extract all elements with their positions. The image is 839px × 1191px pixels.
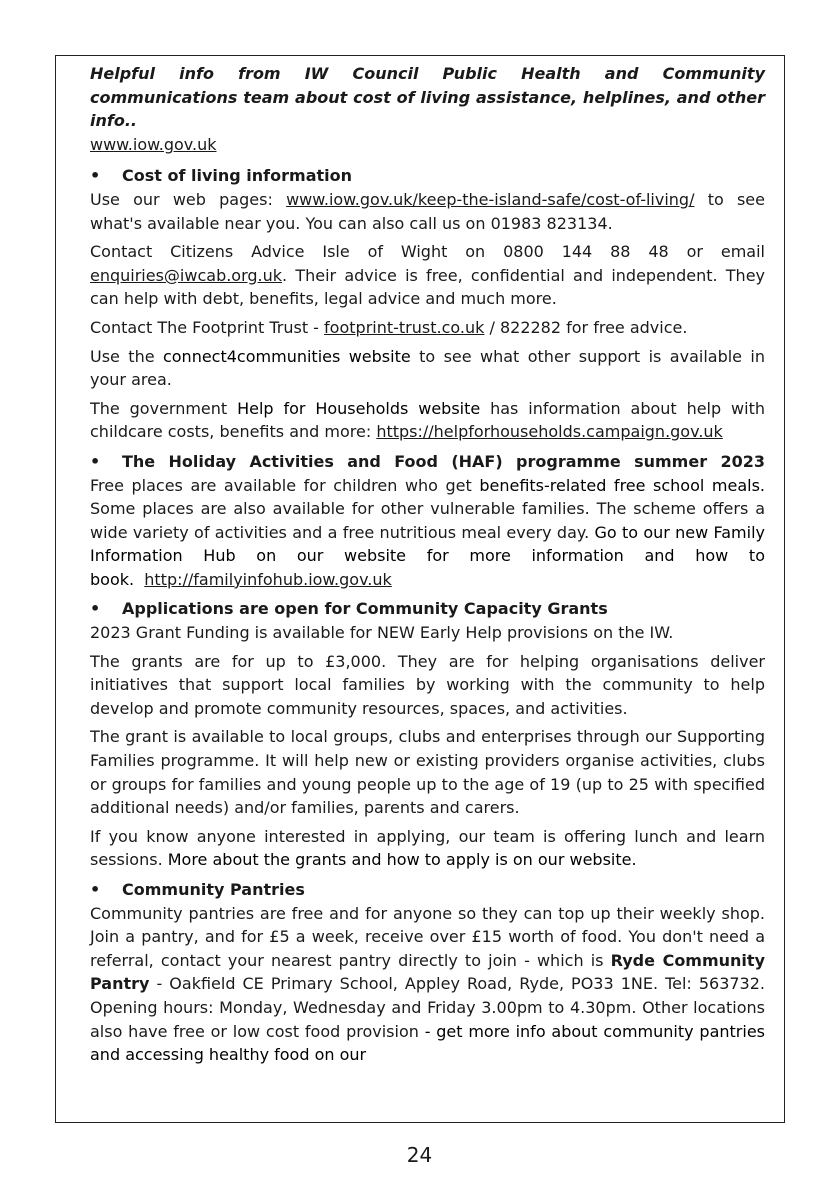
content-frame xyxy=(55,55,785,1123)
bullet-icon: • xyxy=(90,880,101,899)
intro-headline: Helpful info from IW Council Public Health and Community communications team about cost of living assistance, helplines, and other info.. xyxy=(90,64,765,131)
grants-heading xyxy=(90,597,765,621)
cost-of-living-link[interactable]: www.iow.gov.uk/keep-the-island-safe/cost-of-living/ xyxy=(286,189,695,209)
citizens-advice-email-link[interactable]: enquiries@iwcab.org.uk xyxy=(90,265,283,285)
family-info-hub-link-text[interactable]: Go to our new Family Information Hub on our website for more information and how to book. xyxy=(90,522,766,589)
intro-url-paragraph xyxy=(90,133,765,157)
ryde-pantry-name: Ryde Community Pantry xyxy=(90,950,765,994)
pantries-paragraph: Community pantries are free and for anyone so they can top up their weekly shop. Join a pantry, and for £5 a week, receive over £15 worth of food. You don't need a referral, contact your nearest pantry directly to join - which is Ryde Community Pantry - Oakfield CE Primary School, Appley Road, Ryde, PO33 1NE. Tel: 563732. Opening hours: Monday, Wednesday and Friday 3.00pm to 4.30pm. Other locations also have free or low cost food provision - get more info about community pantries and accessing healthy food on our xyxy=(90,903,765,1065)
footprint-trust-paragraph: Contact The Footprint Trust - footprint-trust.co.uk / 822282 for free advice. xyxy=(90,317,688,337)
connect4communities-paragraph: Use the connect4communities website to see what other support is available in your area. xyxy=(90,346,766,390)
pantries-heading-text: Community Pantries xyxy=(122,880,305,899)
grants-more-info-link-text[interactable]: More about the grants and how to apply is on our website. xyxy=(167,850,637,870)
free-school-meals-link-text[interactable]: benefits-related free school meals. xyxy=(479,475,765,495)
connect4communities-link-text[interactable]: connect4communities website xyxy=(162,346,411,366)
cost-of-living-web-pages: Use our web pages: www.iow.gov.uk/keep-the-island-safe/cost-of-living/ to see what's available near you. You can also call us on 01983 823134. xyxy=(90,189,765,233)
haf-heading-text: The Holiday Activities and Food (HAF) programme summer 2023 xyxy=(122,451,765,471)
pantries-more-info-link-text[interactable]: - get more info about community pantries and accessing healthy food on our xyxy=(90,1021,765,1065)
pantries-heading xyxy=(90,878,765,902)
family-info-hub-link[interactable]: http://familyinfohub.iow.gov.uk xyxy=(144,569,392,589)
footprint-trust-link[interactable]: footprint-trust.co.uk xyxy=(324,317,485,337)
cost-of-living-heading xyxy=(90,164,765,188)
bullet-icon: • xyxy=(90,599,101,619)
cost-of-living-heading-text: Cost of living information xyxy=(122,166,352,186)
grants-eligibility-paragraph: The grant is available to local groups, clubs and enterprises through our Supporting Families programme. It will help new or existing providers organise activities, clubs or groups for families and young people up to the age of 19 (up to 25 with specified additional needs) and/or families, parents and carers. xyxy=(90,727,765,818)
grants-amount-paragraph: The grants are for up to £3,000. They are for helping organisations deliver initiatives that support local families by working with the community to help develop and promote community resources, spaces, and activities. xyxy=(90,651,765,718)
page-number: 24 xyxy=(406,1143,433,1167)
grants-funding-paragraph: 2023 Grant Funding is available for NEW Early Help provisions on the IW. xyxy=(90,623,674,643)
iow-website-link[interactable]: www.iow.gov.uk xyxy=(90,134,217,154)
bullet-icon: • xyxy=(90,166,101,186)
grants-sessions-paragraph: If you know anyone interested in applying, our team is offering lunch and learn sessions. More about the grants and how to apply is on our website. xyxy=(90,826,765,870)
page-content xyxy=(90,62,765,1072)
grants-heading-text: Applications are open for Community Capacity Grants xyxy=(122,599,608,619)
haf-paragraph: Free places are available for children who get benefits-related free school meals. Some places are also available for other vulnerable families. The scheme offers a wide variety of activities and a free nutritious meal every day. Go to our new Family Information Hub on our website for more information and how to book. http://familyinfohub.iow.gov.uk xyxy=(90,475,766,589)
help-for-households-link[interactable]: https://helpforhouseholds.campaign.gov.uk xyxy=(376,422,723,442)
help-for-households-paragraph: The government Help for Households website has information about help with childcare costs, benefits and more: https://helpforhouseholds.campaign.gov.uk xyxy=(90,398,765,442)
citizens-advice-paragraph: Contact Citizens Advice Isle of Wight on 0800 144 88 48 or email enquiries@iwcab.org.uk. Their advice is free, confidential and independent. They can help with debt, benefits, legal advice and much more. xyxy=(90,242,765,309)
bullet-icon: • xyxy=(90,451,101,471)
help-for-households-link-text[interactable]: Help for Households website xyxy=(237,398,481,418)
haf-heading xyxy=(90,450,765,474)
